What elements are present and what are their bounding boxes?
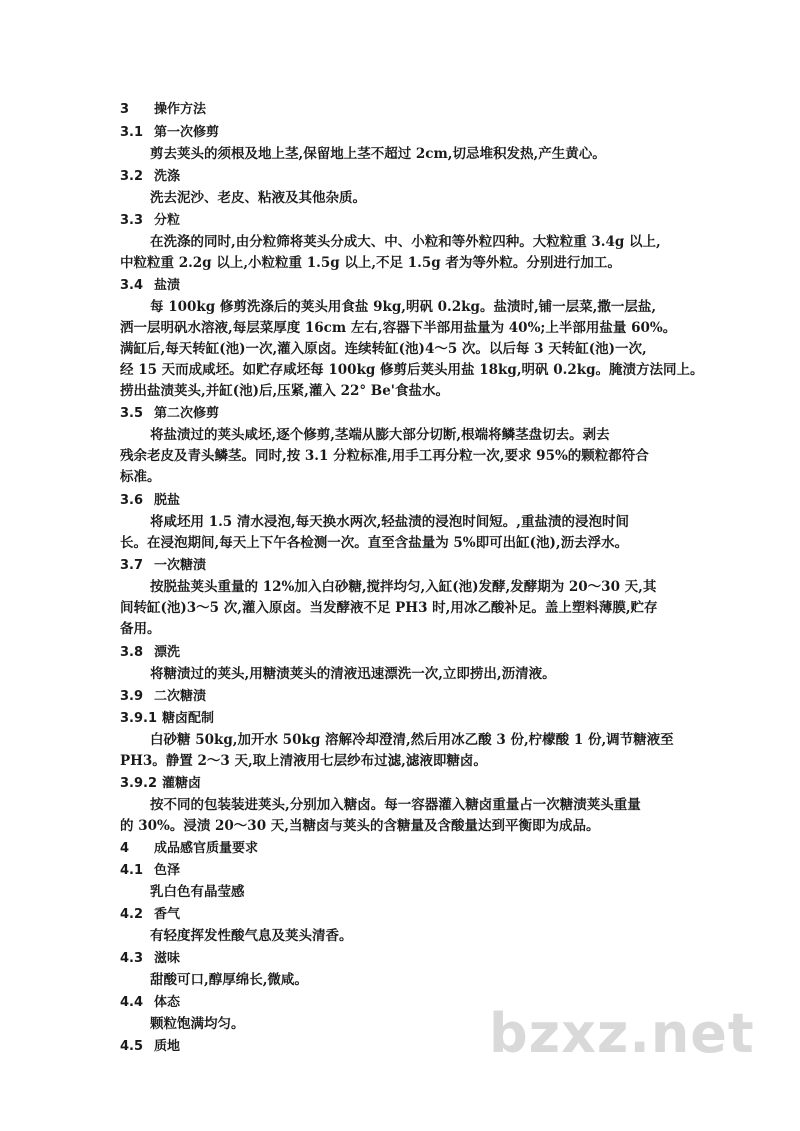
paragraph-line: 有轻度挥发性酸气息及荚头清香。 <box>150 928 353 944</box>
section-heading-3-9-1: 3.9.1 糖卤配制 <box>120 711 215 726</box>
section-heading-3-7: 3.7 一次糖渍 <box>120 558 207 573</box>
paragraph-line: 每 100kg 修剪洗涤后的荚头用食盐 9kg,明矾 0.2kg。盐渍时,铺一层菜,撒一层盐, <box>150 299 657 315</box>
paragraph-line: PH3。静置 2～3 天,取上清液用七层纱布过滤,滤液即糖卤。 <box>120 753 487 769</box>
paragraph-line: 将糖渍过的荚头,用糖渍荚头的清液迅速漂洗一次,立即捞出,沥清液。 <box>150 666 556 682</box>
paragraph-line: 的 30%。浸渍 20～30 天,当糖卤与荚头的含糖量及含酸量达到平衡即为成品。 <box>120 818 600 834</box>
paragraph-line: 按不同的包装装进荚头,分别加入糖卤。每一容器灌入糖卤重量占一次糖渍荚头重量 <box>150 797 641 813</box>
watermark: bzxz.net <box>489 1002 755 1065</box>
paragraph-line: 将盐渍过的荚头咸坯,逐个修剪,茎端从膨大部分切断,根端将鳞茎盘切去。剥去 <box>150 427 610 443</box>
section-heading-3-5: 3.5 第二次修剪 <box>120 406 220 421</box>
section-heading-4: 4 成品感官质量要求 <box>120 841 259 856</box>
section-heading-3-6: 3.6 脱盐 <box>120 493 181 508</box>
section-heading-3-9: 3.9 二次糖渍 <box>120 689 207 704</box>
section-heading-4-2: 4.2 香气 <box>120 907 181 922</box>
section-heading-3-3: 3.3 分粒 <box>120 213 181 228</box>
section-heading-3-2: 3.2 洗涤 <box>120 169 181 184</box>
section-heading-4-1: 4.1 色泽 <box>120 863 181 878</box>
paragraph-line: 满缸后,每天转缸(池)一次,灌入原卤。连续转缸(池)4～5 次。以后每 3 天转缸(池)一次, <box>120 341 647 357</box>
section-heading-4-4: 4.4 体态 <box>120 995 181 1010</box>
paragraph-line: 经 15 天而成咸坯。如贮存咸坯每 100kg 修剪后荚头用盐 18kg,明矾 0.2kg。腌渍方法同上。 <box>120 362 704 378</box>
paragraph-line: 在洗涤的同时,由分粒筛将荚头分成大、中、小粒和等外粒四种。大粒粒重 3.4g 以上, <box>150 234 661 250</box>
paragraph-line: 将咸坯用 1.5 清水浸泡,每天换水两次,轻盐渍的浸泡时间短。,重盐渍的浸泡时间 <box>150 514 629 530</box>
paragraph-line: 捞出盐渍荚头,并缸(池)后,压紧,灌入 22° Be'食盐水。 <box>120 383 449 399</box>
section-heading-3-4: 3.4 盐渍 <box>120 278 181 293</box>
section-heading-4-3: 4.3 滋味 <box>120 951 181 966</box>
paragraph-line: 长。在浸泡期间,每天上下午各检测一次。直至含盐量为 5%即可出缸(池),沥去浮水。 <box>120 535 629 551</box>
section-heading-3-8: 3.8 漂洗 <box>120 645 181 660</box>
paragraph-line: 备用。 <box>120 621 161 637</box>
paragraph-line: 残余老皮及青头鳞茎。同时,按 3.1 分粒标准,用手工再分粒一次,要求 95%的颗粒都符合 <box>120 448 649 464</box>
section-heading-3-1: 3.1 第一次修剪 <box>120 125 220 140</box>
paragraph-line: 乳白色有晶莹感 <box>150 884 245 900</box>
paragraph-line: 白砂糖 50kg,加开水 50kg 溶解冷却澄清,然后用冰乙酸 3 份,柠檬酸 1 份,调节糖液至 <box>150 732 674 748</box>
paragraph-line: 颗粒饱满均匀。 <box>150 1016 245 1032</box>
paragraph-line: 间转缸(池)3～5 次,灌入原卤。当发酵液不足 PH3 时,用冰乙酸补足。盖上塑料薄膜,贮存 <box>120 600 658 616</box>
paragraph-line: 洒一层明矾水溶液,每层菜厚度 16cm 左右,容器下半部用盐量为 40%;上半部用盐量 60%。 <box>120 320 677 336</box>
paragraph-line: 中粒粒重 2.2g 以上,小粒粒重 1.5g 以上,不足 1.5g 者为等外粒。分别进行加工。 <box>120 255 621 271</box>
section-heading-3-9-2: 3.9.2 灌糖卤 <box>120 776 202 791</box>
paragraph-line: 标准。 <box>120 469 161 485</box>
section-heading-3: 3 操作方法 <box>120 102 207 117</box>
section-heading-4-5: 4.5 质地 <box>120 1039 181 1054</box>
paragraph-line: 剪去荚头的须根及地上茎,保留地上茎不超过 2cm,切忌堆积发热,产生黄心。 <box>150 146 606 162</box>
paragraph-line: 按脱盐荚头重量的 12%加入白砂糖,搅拌均匀,入缸(池)发酵,发酵期为 20～30 天,其 <box>150 579 657 595</box>
paragraph-line: 甜酸可口,醇厚绵长,微咸。 <box>150 972 308 988</box>
paragraph-line: 洗去泥沙、老皮、粘液及其他杂质。 <box>150 190 366 206</box>
